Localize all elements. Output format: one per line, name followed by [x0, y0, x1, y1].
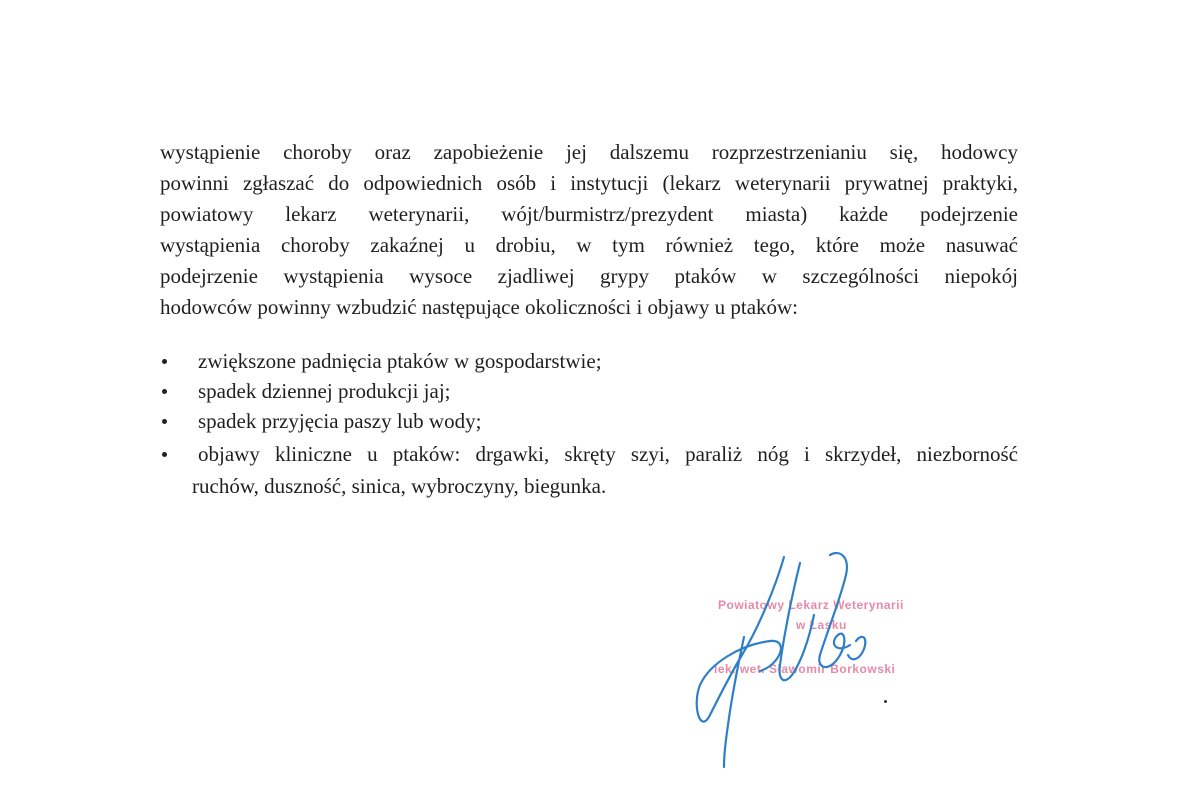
- list-item: objawy kliniczne u ptaków: drgawki, skręty szyi, paraliż nóg i skrzydeł, niezborność: [198, 442, 1018, 466]
- stamp-location: w Łasku: [796, 618, 847, 632]
- handwritten-signature: [680, 545, 900, 775]
- paragraph-line: powiatowy lekarz weterynarii, wójt/burmistrz/prezydent miasta) każde podejrzenie: [160, 202, 1018, 226]
- ink-dot: [884, 700, 887, 703]
- bullet-icon: [162, 389, 167, 394]
- paragraph-line: hodowców powinny wzbudzić następujące okoliczności i objawy u ptaków:: [160, 295, 799, 319]
- paragraph-line: wystąpienia choroby zakaźnej u drobiu, w tym również tego, które może nasuwać: [160, 233, 1018, 257]
- list-item: zwiększone padnięcia ptaków w gospodarstwie;: [198, 349, 602, 373]
- list-item: spadek dziennej produkcji jaj;: [198, 379, 451, 403]
- stamp-title: Powiatowy Lekarz Weterynarii: [718, 598, 904, 612]
- list-item: spadek przyjęcia paszy lub wody;: [198, 409, 482, 433]
- list-item-continuation: ruchów, duszność, sinica, wybroczyny, biegunka.: [192, 474, 607, 498]
- bullet-icon: [162, 359, 167, 364]
- stamp-name: lek. wet. Sławomir Borkowski: [714, 662, 896, 676]
- paragraph-line: podejrzenie wystąpienia wysoce zjadliwej grypy ptaków w szczególności niepokój: [160, 264, 1018, 288]
- bullet-icon: [162, 419, 167, 424]
- paragraph-line: wystąpienie choroby oraz zapobieżenie jej dalszemu rozprzestrzenianiu się, hodowcy: [160, 140, 1018, 164]
- bullet-icon: [162, 452, 167, 457]
- paragraph-line: powinni zgłaszać do odpowiednich osób i instytucji (lekarz weterynarii prywatnej praktyki,: [160, 171, 1018, 195]
